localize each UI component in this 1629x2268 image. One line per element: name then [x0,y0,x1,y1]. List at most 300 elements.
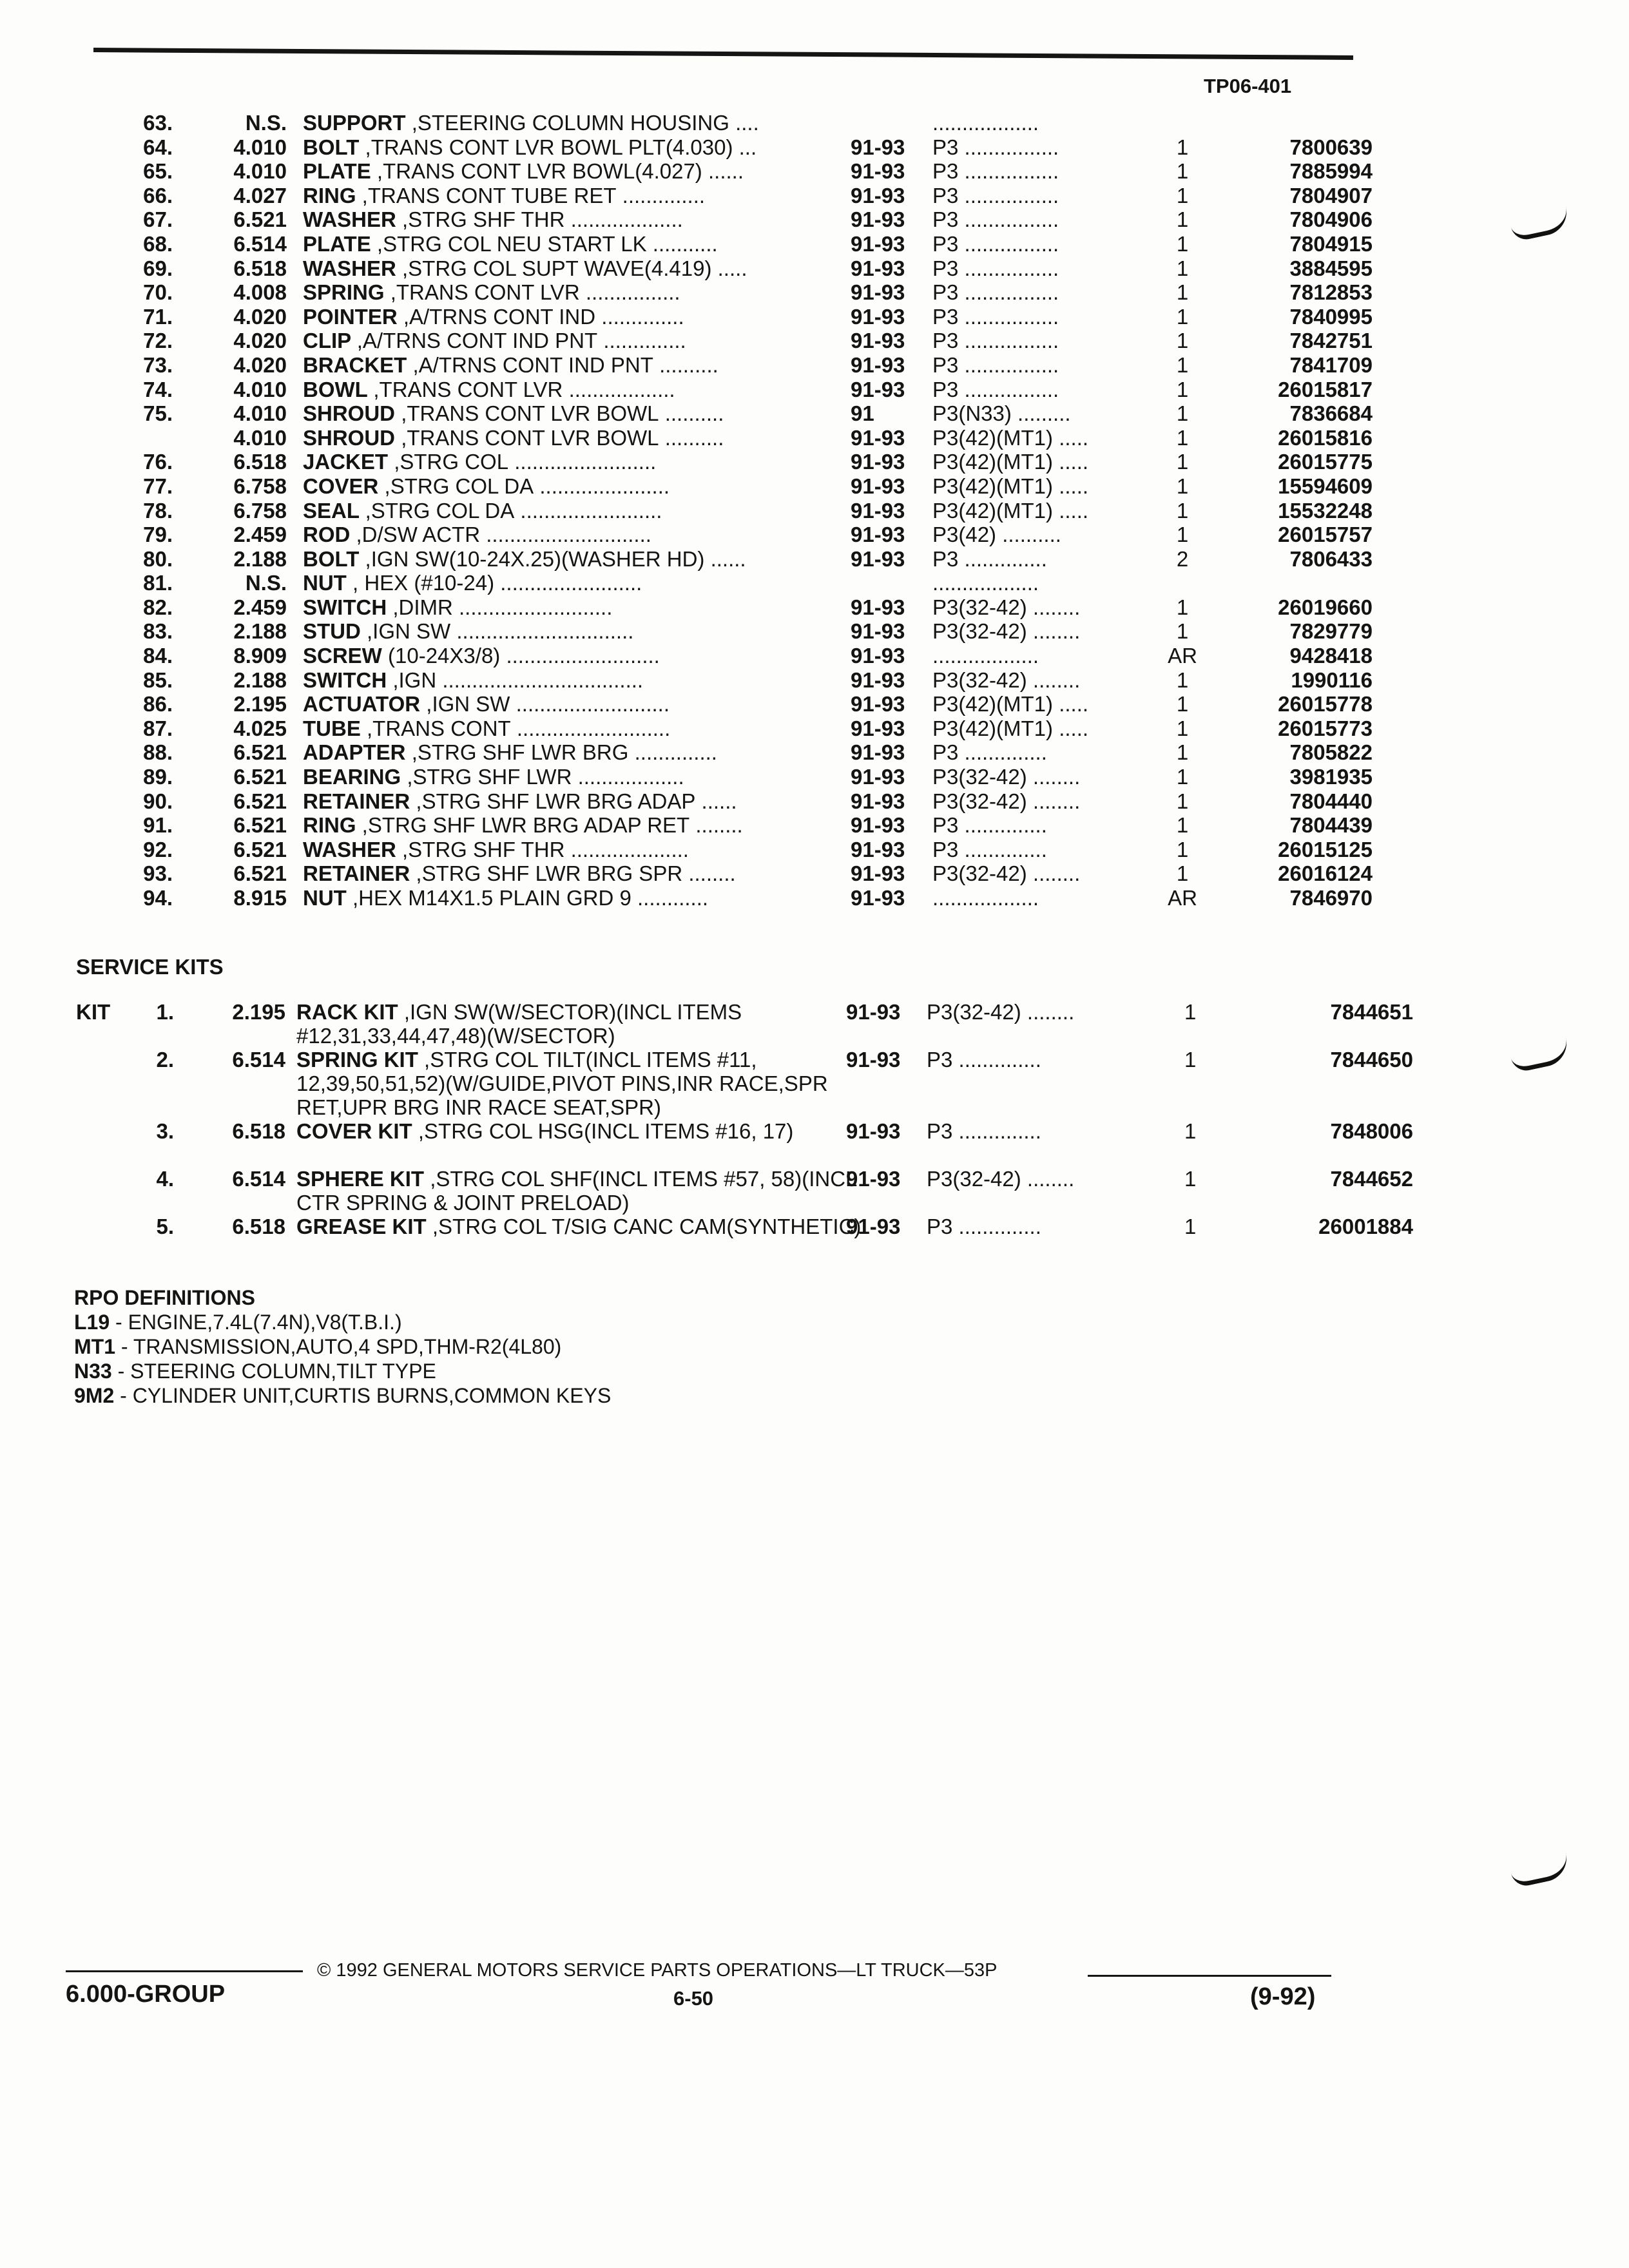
leader-dots: .................. [577,765,684,789]
parts-table [97,111,1385,910]
kit-name: RACK KIT [296,1000,398,1024]
part-description [303,571,642,595]
model-years: 91-93 [851,280,905,305]
quantity: 1 [1176,329,1189,353]
quantity: 1 [1176,352,1189,377]
usage-note: P3 ................ [932,352,1059,377]
usage-note: P3(42) .......... [932,523,1061,547]
group-number: 2.459 [233,523,287,547]
usage-note: P3(42)(MT1) ..... [932,425,1089,450]
usage-note: P3(32-42) ........ [932,861,1081,886]
usage-note: P3 .............. [927,1048,1041,1072]
usage-note: .................. [932,111,1039,135]
part-number: 7841709 [1289,352,1373,377]
part-name: COVER [303,474,379,498]
part-desc: ,TRANS CONT LVR BOWL [401,425,659,450]
group-number: 8.909 [233,644,287,668]
part-name: SUPPORT [303,111,406,135]
part-name: BEARING [303,765,401,789]
part-desc: ,STRG SHF LWR BRG ADAP RET [361,813,690,838]
group-number: 6.521 [233,765,287,789]
rpo-definitions [74,1285,611,1408]
part-name: CLIP [303,329,351,353]
usage-note: P3(42)(MT1) ..... [932,474,1089,498]
top-rule [93,48,1353,60]
item-number: 78. [143,498,173,523]
group-number: 4.027 [233,183,287,207]
item-number: 70. [143,280,173,305]
group-number: 6.518 [232,1119,285,1143]
part-name: TUBE [303,716,361,740]
kit-row [76,1167,1413,1215]
model-years: 91-93 [851,135,905,159]
part-number: 26019660 [1278,595,1373,619]
model-years: 91-93 [851,183,905,207]
part-description [303,401,724,426]
usage-note: P3 ................ [932,280,1059,305]
part-description [303,207,683,232]
group-number: 4.008 [233,280,287,305]
quantity: 2 [1176,546,1189,571]
item-number: 86. [143,692,173,716]
model-years: 91-93 [851,765,905,789]
usage-note: P3(42)(MT1) ..... [932,692,1089,716]
group-number: 6.521 [233,740,287,765]
usage-note: P3 .............. [932,837,1047,861]
part-number: 7848006 [1330,1119,1413,1143]
item-number: 63. [143,111,173,135]
part-description [303,426,724,450]
usage-note: P3(42)(MT1) ..... [932,450,1089,474]
leader-dots: ........ [688,861,736,886]
kit-name: COVER KIT [296,1119,412,1143]
part-name: BOWL [303,377,368,401]
group-number: 4.020 [233,304,287,329]
kit-row [76,1000,1413,1048]
leader-dots: ...................... [539,474,670,498]
parts-row [97,135,1385,160]
parts-row [97,644,1385,668]
model-years: 91-93 [851,450,905,474]
group-number: 4.020 [233,329,287,353]
leader-dots: .......... [664,425,724,450]
quantity: 1 [1176,474,1189,498]
model-years: 91-93 [851,231,905,256]
part-name: WASHER [303,837,396,861]
usage-note: P3(42)(MT1) ..... [932,716,1089,740]
part-desc: ,STEERING COLUMN HOUSING [411,111,729,135]
usage-note: P3(32-42) ........ [932,765,1081,789]
part-number: 26015816 [1278,425,1373,450]
part-number: 26015125 [1278,837,1373,861]
item-number: 84. [143,644,173,668]
part-desc: ,IGN SW(10-24X.25)(WASHER HD) [365,546,705,571]
kit-name: SPHERE KIT [296,1167,425,1191]
parts-row [97,378,1385,402]
usage-note: .................. [932,571,1039,595]
leader-dots: ............ [637,886,709,910]
model-years: 91-93 [851,644,905,668]
part-name: SPRING [303,280,385,305]
rpo-item [74,1310,611,1334]
leader-dots: .............. [634,740,717,765]
parts-row [97,861,1385,886]
rpo-text: - STEERING COLUMN,TILT TYPE [111,1360,436,1383]
kit-desc: ,IGN SW(W/SECTOR)(INCL ITEMS #12,31,33,44,47,48)(W/SECTOR) [296,1000,742,1048]
rpo-heading: RPO DEFINITIONS [74,1286,255,1309]
part-description [303,305,684,329]
parts-row [97,111,1385,135]
kit-row [76,1119,1413,1167]
leader-dots: .............................. [456,619,634,644]
model-years: 91-93 [846,1167,901,1191]
group-number: 6.514 [233,231,287,256]
quantity: 1 [1176,377,1189,401]
part-number: 15594609 [1278,474,1373,498]
parts-row [97,716,1385,741]
item-number: 73. [143,352,173,377]
model-years: 91-93 [851,595,905,619]
group-number: 6.521 [233,837,287,861]
item-number: 94. [143,886,173,910]
kit-description [296,1215,896,1238]
part-desc: ,TRANS CONT TUBE RET [361,183,617,207]
part-number: 7844651 [1330,1000,1413,1024]
item-number: 71. [143,304,173,329]
quantity: 1 [1176,256,1189,280]
part-desc: ,TRANS CONT LVR [373,377,563,401]
item-number: 90. [143,789,173,813]
part-description [303,547,746,572]
part-name: PLATE [303,159,371,184]
part-description [303,523,651,547]
leader-dots: .......... [664,401,724,426]
leader-dots: .......... [659,352,718,377]
part-name: ROD [303,523,351,547]
model-years: 91 [851,401,874,426]
quantity: AR [1168,886,1197,910]
item-number: 69. [143,256,173,280]
parts-row [97,184,1385,208]
rpo-item [74,1383,611,1408]
leader-dots: ...... [708,159,744,184]
part-name: BRACKET [303,352,407,377]
parts-row [97,692,1385,716]
parts-row [97,813,1385,838]
leader-dots: ... [738,135,757,159]
quantity: 1 [1176,837,1189,861]
rpo-item [74,1334,611,1359]
part-number: 7800639 [1289,135,1373,159]
usage-note: P3 .............. [927,1215,1041,1238]
quantity: 1 [1176,716,1189,740]
usage-note: P3(42)(MT1) ..... [932,498,1089,523]
parts-row [97,474,1385,499]
kit-description [296,1000,896,1048]
leader-dots: ...... [701,789,737,813]
part-description [303,861,736,886]
leader-dots: ............................ [486,523,651,547]
item-number: 89. [143,765,173,789]
model-years: 91-93 [851,619,905,644]
part-number: 7842751 [1289,329,1373,353]
part-desc: ,IGN SW [426,692,510,716]
part-desc: ,D/SW ACTR [356,523,481,547]
part-name: RING [303,183,356,207]
part-desc: ,STRG COL DA [384,474,534,498]
usage-note: P3 ................ [932,183,1059,207]
part-name: NUT [303,571,347,595]
footer-page-number: 6-50 [673,1987,714,2010]
part-description [303,184,705,208]
kit-number: 1. [156,1000,174,1024]
part-name: ADAPTER [303,740,406,765]
part-name: SWITCH [303,595,387,619]
part-description [303,668,643,693]
part-desc: ,IGN [392,668,437,692]
part-description [303,256,747,281]
part-desc: ,TRANS CONT LVR BOWL PLT(4.030) [365,135,733,159]
part-name: POINTER [303,304,398,329]
rpo-text: - ENGINE,7.4L(7.4N),V8(T.B.I.) [110,1311,402,1334]
item-number: 92. [143,837,173,861]
part-number: 26015757 [1278,523,1373,547]
usage-note: P3 ................ [932,135,1059,159]
quantity: 1 [1176,789,1189,813]
parts-row [97,547,1385,572]
rpo-code: 9M2 [74,1384,115,1407]
part-desc: ,TRANS CONT LVR [390,280,580,305]
part-number: 7804915 [1289,231,1373,256]
parts-row [97,789,1385,814]
part-description [303,499,662,523]
item-number: 68. [143,231,173,256]
footer-rule-left [66,1970,303,1972]
leader-dots: ................ [585,280,680,305]
model-years: 91-93 [851,813,905,838]
quantity: 1 [1176,523,1189,547]
kit-desc: ,STRG COL SHF(INCL ITEMS #57, 58)(INCL CTR SPRING & JOINT PRELOAD) [296,1167,857,1215]
parts-row [97,838,1385,862]
group-number: 6.758 [233,474,287,498]
model-years: 91-93 [851,668,905,692]
group-number: 6.518 [233,450,287,474]
usage-note: P3 ................ [932,207,1059,232]
kit-number: 5. [156,1215,174,1238]
part-desc: ,A/TRNS CONT IND [403,304,596,329]
model-years: 91-93 [846,1215,901,1238]
usage-note: P3 ................ [932,304,1059,329]
part-number: 3981935 [1289,765,1373,789]
parts-row [97,401,1385,426]
kit-number: 3. [156,1119,174,1143]
usage-note: P3 ................ [932,256,1059,280]
rpo-code: MT1 [74,1335,115,1358]
part-number: 26015773 [1278,716,1373,740]
part-description [303,886,708,910]
item-number: 64. [143,135,173,159]
kit-row [76,1048,1413,1119]
part-number: 7804907 [1289,183,1373,207]
part-name: SCREW [303,644,382,668]
model-years: 91-93 [851,837,905,861]
page-code: TP06-401 [1204,75,1292,97]
parts-row [97,523,1385,547]
item-number: 79. [143,523,173,547]
group-number: 4.010 [233,377,287,401]
part-description [303,813,743,838]
model-years: 91-93 [851,207,905,232]
item-number: 76. [143,450,173,474]
part-description [303,838,689,862]
model-years: 91-93 [851,304,905,329]
group-number: 6.521 [233,861,287,886]
parts-row [97,280,1385,305]
model-years: 91-93 [851,886,905,910]
parts-row [97,329,1385,353]
part-number: 26015817 [1278,377,1373,401]
part-name: WASHER [303,207,396,232]
item-number: 88. [143,740,173,765]
group-number: 6.514 [232,1167,285,1191]
parts-row [97,619,1385,644]
usage-note: P3(N33) ......... [932,401,1071,426]
kit-name: GREASE KIT [296,1215,427,1238]
kit-name: SPRING KIT [296,1048,418,1072]
group-number: 2.195 [233,692,287,716]
leader-dots: ........................ [514,450,657,474]
usage-note: P3 .............. [932,740,1047,765]
part-number: 26015775 [1278,450,1373,474]
part-desc: (10-24X3/8) [388,644,501,668]
parts-row [97,595,1385,620]
part-name: WASHER [303,256,396,280]
leader-dots: .............. [603,329,686,353]
parts-row [97,765,1385,789]
part-number: 26016124 [1278,861,1373,886]
group-number: 6.521 [233,789,287,813]
leader-dots: ........ [695,813,743,838]
usage-note: P3(32-42) ........ [932,619,1081,644]
usage-note: P3 ................ [932,329,1059,353]
part-desc: ,STRG SHF LWR [407,765,572,789]
part-desc: ,STRG SHF THR [402,837,565,861]
quantity: 1 [1176,425,1189,450]
model-years: 91-93 [851,523,905,547]
rpo-item [74,1359,611,1383]
quantity: 1 [1184,1048,1197,1072]
parts-row [97,256,1385,281]
part-number: 3884595 [1289,256,1373,280]
part-description [303,765,684,789]
parts-row [97,668,1385,693]
group-number: 4.025 [233,716,287,740]
kit-description [296,1048,896,1119]
kit-tag: KIT [76,1000,111,1024]
quantity: 1 [1176,668,1189,692]
part-number: 9428418 [1289,644,1373,668]
rpo-code: L19 [74,1311,110,1334]
item-number: 74. [143,377,173,401]
usage-note: P3 .............. [932,813,1047,838]
part-desc: ,STRG SHF THR [402,207,565,232]
quantity: 1 [1176,280,1189,305]
part-description [303,595,612,620]
group-number: 6.518 [232,1215,285,1238]
part-description [303,353,718,378]
part-number: 7804439 [1289,813,1373,838]
group-number: 6.514 [232,1048,285,1072]
model-years: 91-93 [851,861,905,886]
item-number: 82. [143,595,173,619]
leader-dots: .......................... [516,716,671,740]
model-years: 91-93 [851,352,905,377]
part-description [303,111,759,135]
model-years: 91-93 [846,1000,901,1024]
item-number: 66. [143,183,173,207]
part-name: STUD [303,619,361,644]
part-description [303,619,633,644]
part-description [303,716,670,741]
part-name: NUT [303,886,347,910]
part-name: BOLT [303,135,360,159]
usage-note: P3(32-42) ........ [927,1167,1075,1191]
item-number: 75. [143,401,173,426]
group-number: 4.010 [233,135,287,159]
part-number: 7836684 [1289,401,1373,426]
part-desc: ,STRG SHF LWR BRG ADAP [416,789,696,813]
item-number: 93. [143,861,173,886]
part-description [303,740,717,765]
part-number: 7846970 [1289,886,1373,910]
model-years: 91-93 [846,1048,901,1072]
leader-dots: ...... [710,546,746,571]
parts-row [97,159,1385,184]
leader-dots: ................... [570,207,683,232]
leader-dots: .... [735,111,759,135]
leader-dots: .............. [622,183,706,207]
part-name: BOLT [303,546,360,571]
kit-desc: ,STRG COL TILT(INCL ITEMS #11, 12,39,50,51,52)(W/GUIDE,PIVOT PINS,INR RACE,SPR RET,UPR BRG INR RACE SEAT,SPR) [296,1048,828,1119]
quantity: 1 [1176,740,1189,765]
leader-dots: .......................... [506,644,660,668]
part-number: 7840995 [1289,304,1373,329]
part-description [303,644,660,668]
usage-note: P3 .............. [932,546,1047,571]
rpo-text: - CYLINDER UNIT,CURTIS BURNS,COMMON KEYS [114,1384,612,1407]
leader-dots: ........................ [520,498,662,523]
part-description [303,692,670,716]
part-name: RING [303,813,356,838]
part-name: RETAINER [303,789,410,813]
binder-mark [1509,1853,1571,1888]
item-number: 67. [143,207,173,232]
parts-row [97,305,1385,329]
group-number: 2.188 [233,619,287,644]
quantity: 1 [1176,813,1189,838]
usage-note: P3(32-42) ........ [932,595,1081,619]
part-number: 7844650 [1330,1048,1413,1072]
group-number: N.S. [245,571,287,595]
part-name: RETAINER [303,861,410,886]
group-number: 4.020 [233,352,287,377]
part-number: 15532248 [1278,498,1373,523]
quantity: 1 [1176,765,1189,789]
item-number: 77. [143,474,173,498]
item-number: 72. [143,329,173,353]
kit-description [296,1119,896,1143]
rpo-code: N33 [74,1360,112,1383]
